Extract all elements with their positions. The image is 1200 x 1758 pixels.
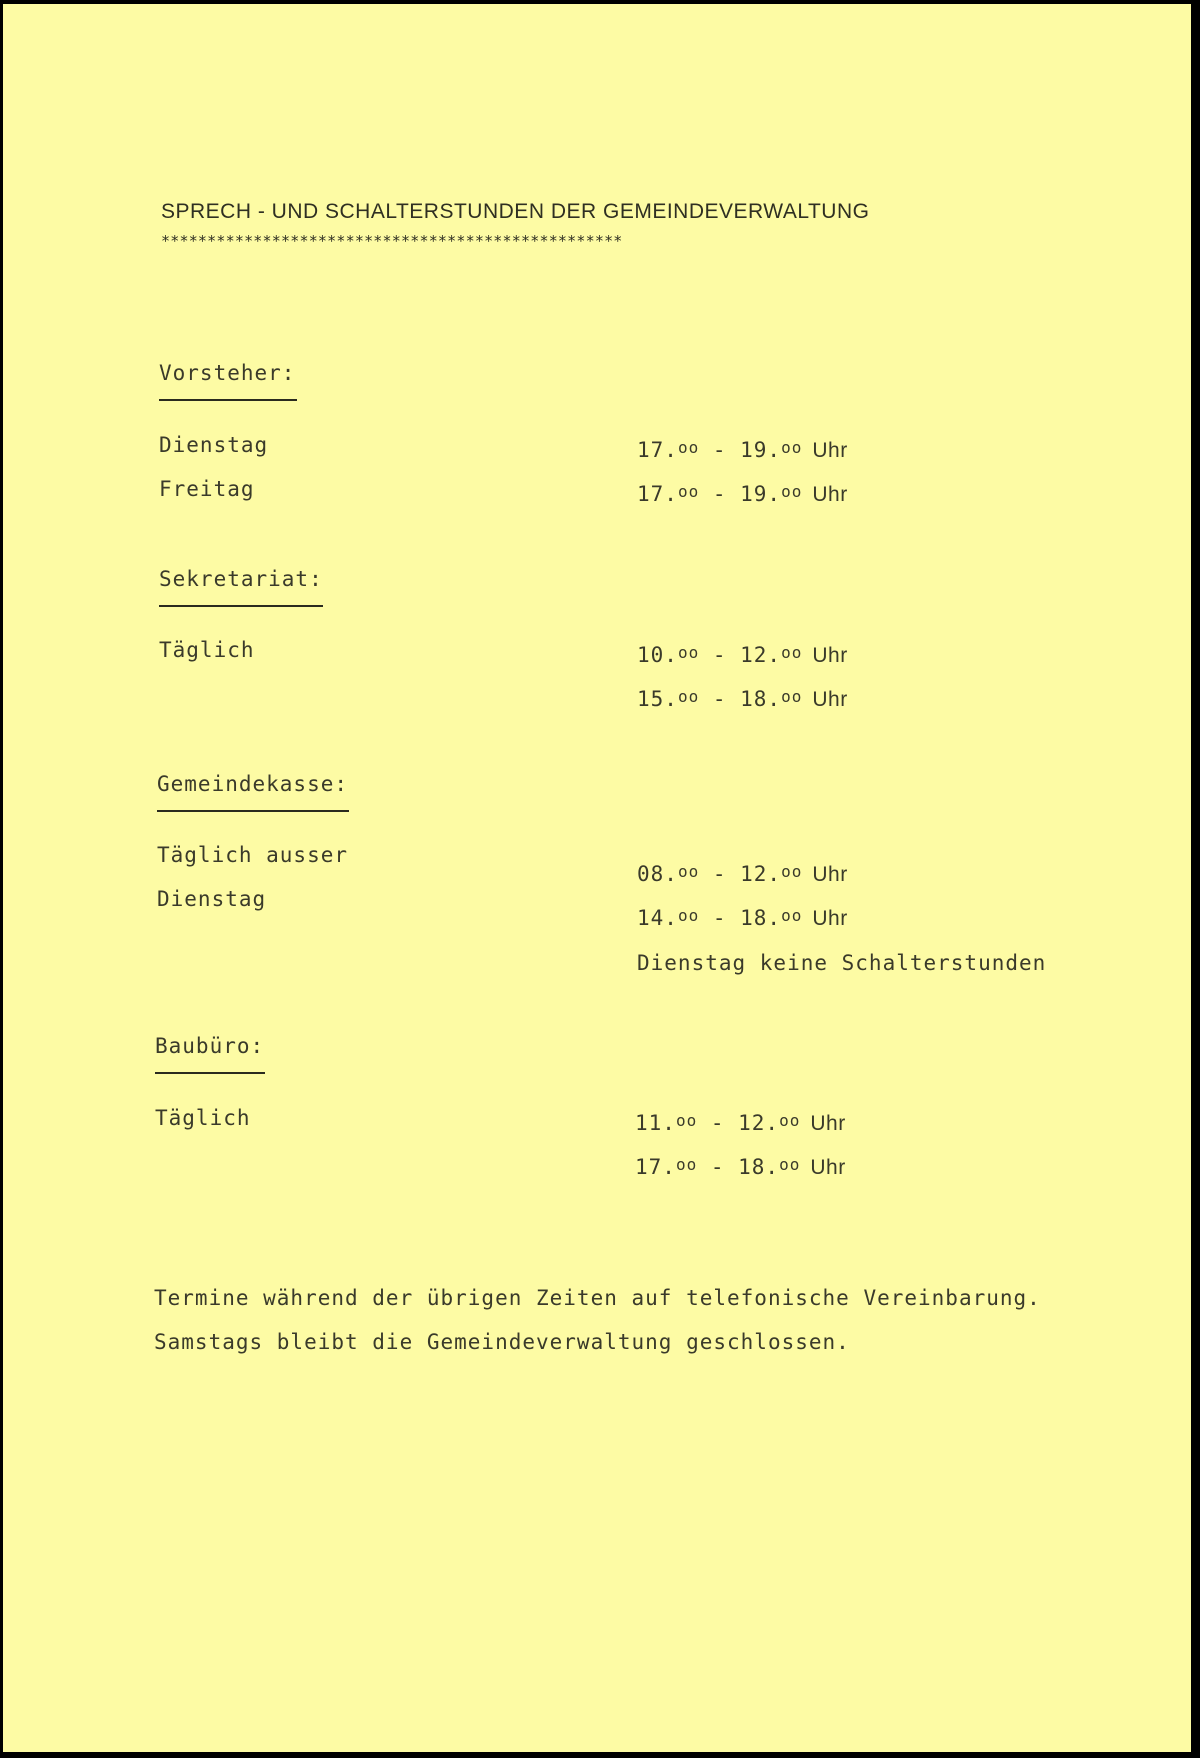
closed-note: Dienstag keine Schalterstunden (637, 951, 1047, 975)
document-page (3, 4, 1191, 1752)
title-asterisk-rule: ************************************************** (161, 232, 623, 250)
footer-line: Termine während der übrigen Zeiten auf telefonische Vereinbarung. (154, 1286, 1041, 1310)
time-range: 11.$^{oo}$ - 12.$^{oo}$ Uhr (635, 1111, 846, 1135)
time-range: 14.$^{oo}$ - 18.$^{oo}$ Uhr (637, 906, 848, 930)
footer-line: Samstags bleibt die Gemeindeverwaltung geschlossen. (154, 1330, 850, 1354)
time-range: 08.$^{oo}$ - 12.$^{oo}$ Uhr (637, 862, 848, 886)
day-label: Täglich (155, 1106, 251, 1130)
time-range: 17.$^{oo}$ - 19.$^{oo}$ Uhr (637, 438, 848, 462)
day-label: Täglich ausser (157, 843, 349, 867)
time-range: 10.$^{oo}$ - 12.$^{oo}$ Uhr (637, 643, 848, 667)
section-heading-baubuero: Baubüro: (155, 1034, 265, 1058)
section-heading-sekretariat: Sekretariat: (159, 567, 323, 591)
page-title: SPRECH - UND SCHALTERSTUNDEN DER GEMEINDEVERWALTUNG (161, 200, 870, 223)
day-label: Freitag (159, 477, 255, 501)
day-label: Dienstag (159, 433, 269, 457)
day-label: Täglich (159, 638, 255, 662)
day-label: Dienstag (157, 887, 267, 911)
section-heading-gemeindekasse: Gemeindekasse: (157, 772, 349, 796)
section-heading-vorsteher: Vorsteher: (159, 361, 296, 385)
time-range: 15.$^{oo}$ - 18.$^{oo}$ Uhr (637, 687, 848, 711)
time-range: 17.$^{oo}$ - 18.$^{oo}$ Uhr (635, 1155, 846, 1179)
heading-underline (155, 1072, 265, 1074)
heading-underline (159, 605, 323, 607)
heading-underline (159, 399, 297, 401)
heading-underline (157, 810, 349, 812)
time-range: 17.$^{oo}$ - 19.$^{oo}$ Uhr (637, 482, 848, 506)
